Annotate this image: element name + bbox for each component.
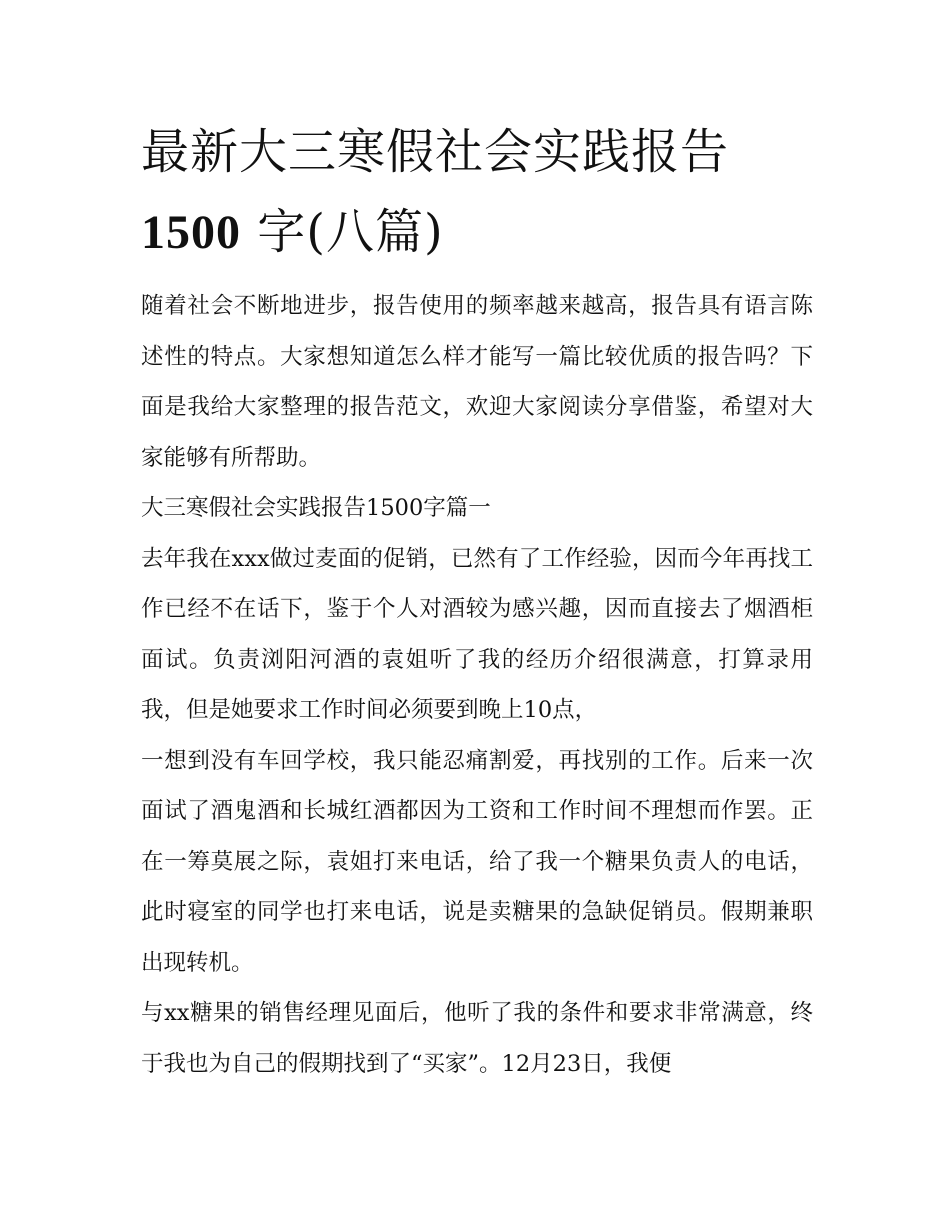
document-title	[141, 112, 813, 273]
section-heading: 大三寒假社会实践报告1500字篇一	[141, 495, 491, 521]
title-number: 1500	[141, 206, 241, 259]
title-line-1: 最新大三寒假社会实践报告	[141, 124, 730, 180]
title-line-2-rest: 字(八篇)	[257, 204, 444, 260]
intro-paragraph: 随着社会不断地进步，报告使用的频率越来越高，报告具有语言陈述性的特点。大家想知道怎么样才能写一篇比较优质的报告吗？下面是我给大家整理的报告范文，欢迎大家阅读分享借鉴，希望对大家能够有所帮助。	[141, 293, 813, 471]
paragraph-1-part-2: 一想到没有车回学校，我只能忍痛割爱，再找别的工作。后来一次面试了酒鬼酒和长城红酒都因为工资和工作时间不理想而作罢。正在一筹莫展之际，袁姐打来电话，给了我一个糖果负责人的电话，此时寝室的同学也打来电话，说是卖糖果的急缺促销员。假期兼职出现转机。	[141, 747, 813, 976]
document-body	[141, 281, 813, 1089]
document-page	[141, 112, 813, 1089]
paragraph-1-part-1: 去年我在xxx做过麦面的促销，已然有了工作经验，因而今年再找工作已经不在话下，鉴于个人对酒较为感兴趣，因而直接去了烟酒柜面试。负责浏阳河酒的袁姐听了我的经历介绍很满意，打算录用我，但是她要求工作时间必须要到晚上10点，	[141, 545, 813, 723]
paragraph-2: 与xx糖果的销售经理见面后，他听了我的条件和要求非常满意，终于我也为自己的假期找到了“买家”。12月23日，我便	[141, 1000, 813, 1077]
